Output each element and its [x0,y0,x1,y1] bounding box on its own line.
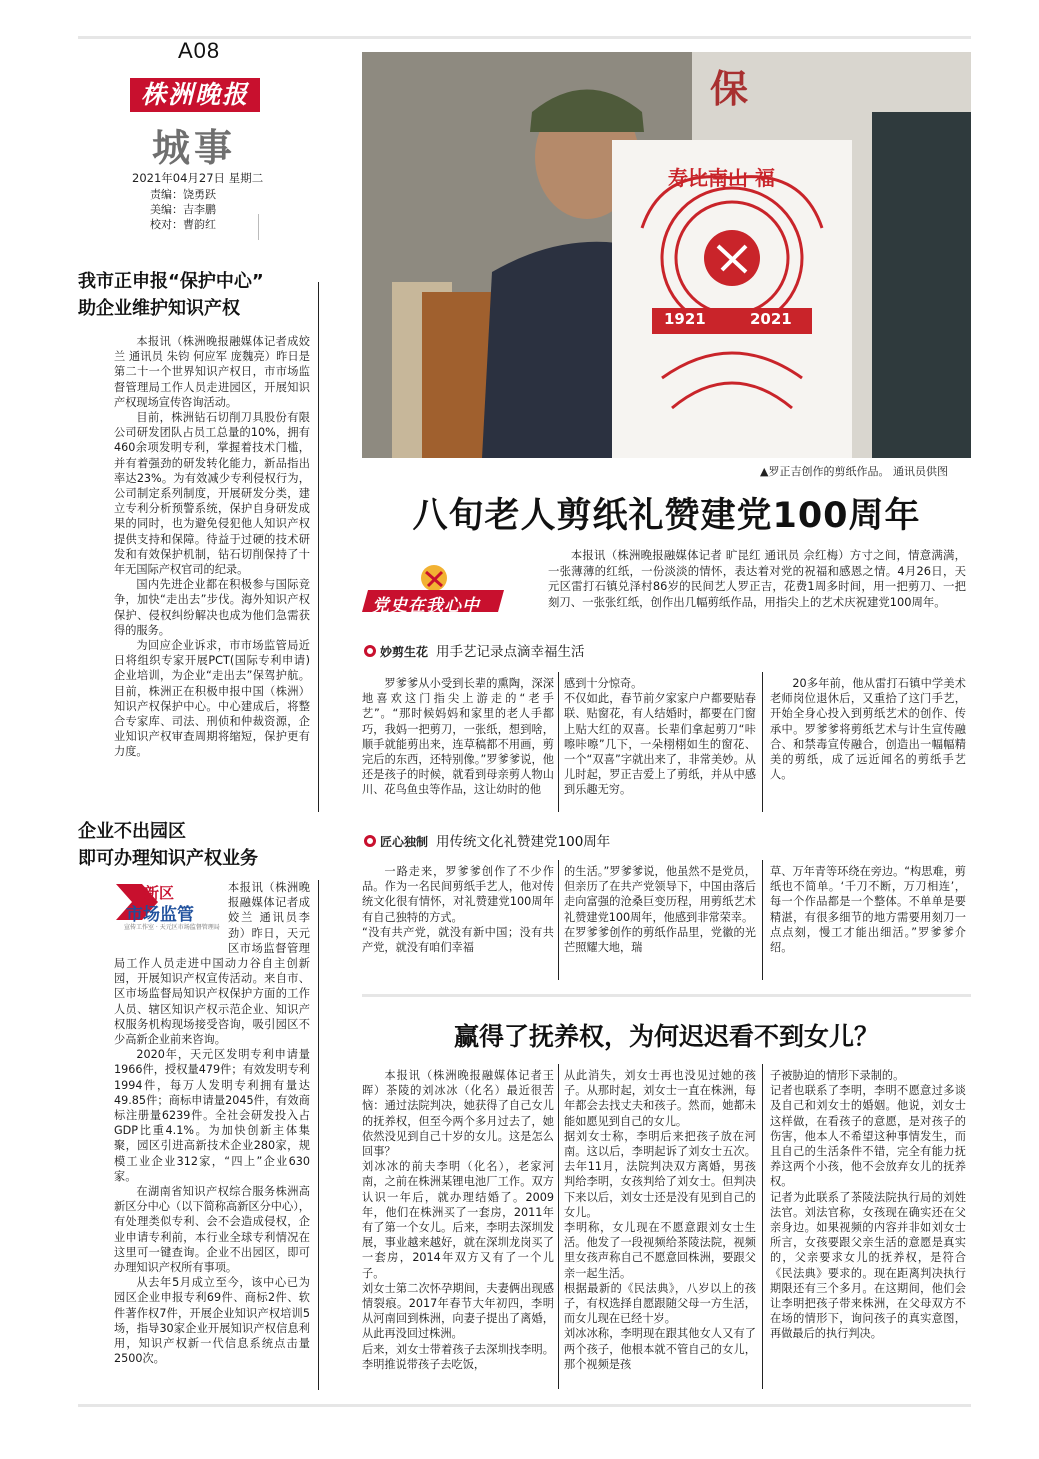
article-headline [78,268,264,322]
column-divider [318,880,319,1390]
column-text: 的生活。”罗爹爹说，他虽然不是党员，但亲历了在共产党领导下，中国由落后走向富强的沧桑巨变历程，用剪纸艺术礼赞建党100周年，他感到非常荣幸。 在罗爹爹创作的剪纸作品里，党徽的光芒照耀大地，瑞 [564,865,756,955]
column-text: 从此消失，刘女士再也没见过她的孩子。从那时起，刘女士一直在株洲，每年都会去找丈夫和孩子。然而，她都未能如愿见到自己的女儿。 据刘女士称，李明后来把孩子放在河南。这以后，李明起诉了刘女士五次。去年11月，法院判决双方离婚，男孩判给李明，女孩判给了刘女士。但判决下来以后，刘女士还是没有见到自己的女儿。 李明称，女儿现在不愿意跟刘女士生活。他发了一段视频给茶陵法院，视频里女孩声称自己不愿意回株洲，要跟父亲一起生活。 根据最新的《民法典》，八岁以上的孩子，有权选择自愿跟随父母一方生活，而女儿现在已经十岁。 刘冰冰称，李明现在跟其他女人又有了两个孩子，他根本就不管自己的女儿，那个视频是孩 [564,1069,756,1371]
column-divider [558,860,559,980]
article-paragraph: 在湖南省知识产权综合服务株洲高新区分中心（以下简称高新区分中心），有处理类似专利、会不会造成侵权，企业申请专利前，本行业全球专利情况在这里可一键查询。企业不出园区，即可办理知识产权所有事项。 [114,1185,310,1275]
text-column [362,864,554,955]
text-column [564,1068,756,1372]
credit-divider [148,214,259,240]
party-history-badge [362,560,510,614]
main-lead [548,548,966,610]
subsection-tag: 匠心独制 [380,835,429,849]
bullet-icon [364,645,376,657]
text-column [564,676,756,798]
papercut-artwork [622,148,842,448]
column-divider [318,282,319,812]
column-text: 一路走来，罗爹爹创作了不少作品。作为一名民间剪纸手艺人，他对传统文化很有情怀，对礼赞建党100周年有自己独特的方式。 “没有共产党，就没有新中国；没有共产党，就没有咱们幸福 [362,865,554,955]
badge-text: 党史在我心中 [372,596,480,616]
issue-date: 2021年04月27日 星期二 [132,171,264,185]
article-separator [362,994,971,997]
article-paragraph: 2020年，天元区发明专利申请量1966件，授权量479件；有效发明专利1994件，每万人发明专利拥有量达49.85件；商标申请量2045件，有效商标注册量6239件。全社会研发投入占GDP比重4.1%。为加快创新主体集聚，园区引进高新技术企业280家，规模工业企业312家，“四上”企业630家。 [114,1048,310,1183]
badge-line-2: 市场监管 [126,905,194,925]
text-column [362,676,554,798]
papercut-year-left: 1921 [664,310,706,328]
lead-text: 本报讯（株洲晚报融媒体记者成姣兰 通讯员李劲）昨日，天元区市场监督管理局工作人员走进中国动力谷自主创新园，开展知识产权宣传活动。来自市、区市场监督局知识产权保护方面的工作人员、辖区知识产权示范企业、知识产权服务机构现场接受咨询，吸引园区不少高新企业前来咨询。 [114,881,310,1047]
text-column [770,676,966,782]
proof-credit: 校对：曹韵红 [150,218,216,231]
column-text: 罗爹爹从小受到长辈的熏陶，深深地喜欢这门指尖上游走的“老手艺”。“那时候妈妈和家里的老人手都巧，我妈一把剪刀，一张纸，想到啥，顺手就能剪出来，连草稿都不用画，剪完后的东西，还特别像。”罗爹爹说，他还是孩子的时候，就看到母亲剪人物山川、花鸟鱼虫等作品，这让幼时的他 [362,677,554,797]
text-column [362,1068,554,1372]
subsection-tag: 妙剪生花 [380,645,429,659]
column-text: 草、万年青等环绕在旁边。“构思难，剪纸也不简单。‘千刀不断，万刀相连’，每一个作品都是一个整体。不单单是要精湛，有很多细节的地方需要用刻刀一点点刻，慢工才能出细活。”罗爹爹介绍。 [770,865,966,955]
logo-float-space [114,880,228,944]
article-body [114,334,310,760]
main-headline: 八旬老人剪纸礼赞建党100周年 [412,496,921,536]
lead-paragraph: 本报讯（株洲晚报融媒体记者 旷昆红 通讯员 佘红梅）方寸之间，情意满满，一张薄薄的红纸，一份淡淡的情怀，表达着对党的祝福和感恩之情。4月26日，天元区雷打石镇兑泽村86岁的民间艺人罗正吉，花费1周多时间，用一把剪刀、一把刻刀、一张张红纸，创作出几幅剪纸作品，用指尖上的艺术庆祝建党100周年。 [548,548,966,609]
headline-line-2: 助企业维护知识产权 [78,298,240,319]
newspaper-logo: 株洲晚报 [130,78,260,112]
article-paragraph: 为回应企业诉求，市市场监管局近日将组织专家开展PCT(国际专利申请)企业培训，为企业“走出去”保驾护航。目前，株洲正在积极申报中国（株洲）知识产权保护中心。中心建成后，将整合专家库、司法、刑侦和仲裁资源，企业知识产权审查周期将缩短，保护更有力度。 [114,639,310,759]
article-paragraph: 本报讯（株洲晚报融媒体记者成姣兰 通讯员 朱钧 何应军 庞魏亮）昨日是第二十一个世界知识产权日，市市场监督管理局工作人员走进园区，开展知识产权现场宣传咨询活动。 [114,335,310,409]
article-paragraph: 国内先进企业都在积极参与国际竞争，加快“走出去”步伐。海外知识产权保护、侵权纠纷解决也成为他们急需获得的服务。 [114,578,310,637]
wall-character: 保 [710,67,749,111]
column-divider [558,672,559,812]
article-paragraph: 从去年5月成立至今，该中心已为园区企业申报专利69件、商标2件、软件著作权7件，开展企业知识产权培训5场，指导30家企业开展知识产权信息利用，知识产权新一代信息系统点击量2500次。 [114,1276,310,1366]
photo-caption: ▲罗正吉创作的剪纸作品。 通讯员供图 [760,465,948,478]
papercut-pattern-icon [622,148,842,448]
column-text: 子被胁迫的情形下录制的。 记者也联系了李明，李明不愿意过多谈及自己和刘女士的婚姻。他说，刘女士这样做，在看孩子的意愿，是对孩子的伤害，他本人不希望这种事情发生，而且自己的生活条件不错，完全有能力抚养这两个小孩，他不会放弃女儿的抚养权。 记者为此联系了茶陵法院执行局的刘姓法官。刘法官称，女孩现在确实还在父亲身边。如果视频的内容并非如刘女士所言，女孩要跟父亲生活的意愿是真实的，父亲要求女儿的抚养权，是符合《民法典》要求的。现在距离判决执行期限还有三个多月。在这期间，他们会让李明把孩子带来株洲，在父母双方不在场的情形下，询问孩子的真实意图，再做最后的执行判决。 [770,1069,966,1341]
designer-credit: 美编：吉李鹏 [150,203,216,216]
badge-line-1: 新区 [144,884,175,902]
page-number: A08 [178,38,221,63]
section-title: 城事 [152,125,237,170]
headline-line-2: 即可办理知识产权业务 [78,848,258,869]
text-column [564,864,756,955]
bottom-rule [78,1404,971,1407]
headline-line-1: 企业不出园区 [78,821,186,842]
column-divider [762,1064,763,1389]
papercut-top-text: 寿比南山 福 [668,166,775,190]
bullet-icon [364,835,376,847]
article-body [114,880,310,1367]
subsection-heading [364,640,585,660]
article-lead [114,880,310,1047]
editor-credit: 责编：饶勇跃 [150,188,216,201]
text-column [770,1068,966,1342]
subsection-title: 用传统文化礼赞建党100周年 [436,834,611,850]
column-divider [762,672,763,812]
column-text: 感到十分惊奇。 不仅如此，春节前夕家家户户都要贴春联、贴窗花，有人结婚时，都要在门窗上贴大红的双喜。长辈们拿起剪刀“咔嚓咔嚓”几下，一朵栩栩如生的窗花、一个“双喜”字就出来了，非常美妙。从儿时起，罗正吉爱上了剪纸，并从中感到乐趣无穷。 [564,677,756,797]
column-divider [762,860,763,980]
badge-line-3: 宣传工作室 · 天元区市场监督管理局 [124,924,220,931]
column-text: 20多年前，他从雷打石镇中学美术老师岗位退休后，又重拾了这门手艺，开始全身心投入到剪纸艺术的创作、传承中。罗爹爹将剪纸艺术与计生宣传融合、和禁毒宣传融合，创造出一幅幅精美的剪纸，成了远近闻名的剪纸手艺人。 [770,677,966,782]
second-headline: 赢得了抚养权，为何迟迟看不到女儿？ [453,1022,879,1051]
column-divider [558,1064,559,1389]
article-headline [78,818,258,872]
text-column [770,864,966,955]
column-text: 本报讯（株洲晚报融媒体记者王晖）茶陵的刘冰冰（化名）最近很苦恼：通过法院判决，她获得了自己女儿的抚养权，但至今两个多月过去了，她依然没见到自己十岁的女儿。这是怎么回事？ 刘冰冰的前夫李明（化名），老家河南，之前在株洲某锂电池厂工作。双方认识一年后，就办理结婚了。2009年，他们在株洲买了一套房，2011年有了第一个女儿。后来，李明去深圳发展，事业越来越好，就在深圳龙岗买了一套房，2014年双方又有了一个儿子。 刘女士第二次怀孕期间，夫妻俩出现感情裂痕。2017年春节大年初四，李明从河南回到株洲，向妻子提出了离婚，从此再没回过株洲。 后来，刘女士带着孩子去深圳找李明。李明推说带孩子去吃饭， [362,1069,554,1371]
subsection-heading [364,830,610,850]
feature-photo [362,52,971,458]
article-paragraph: 目前，株洲钻石切削刀具股份有限公司研发团队占员工总量的10%，拥有460余项发明专利，掌握着技术门槛，并有着强劲的研发转化能力，新品指出率达23%。为有效减少专利侵权行为，公司制定系列制度，开展研发分类，建立专利分析预警系统，保护自身研发成果的同时，也为避免侵犯他人知识产权提供支持和保障。待益于过硬的技术研发和有效保护机制，钻石切削保持了十年无国际产权官司的纪录。 [114,411,310,577]
subsection-title: 用手艺记录点滴幸福生活 [436,644,585,660]
papercut-year-right: 2021 [750,310,792,328]
headline-line-1: 我市正申报“保护中心” [78,271,264,292]
